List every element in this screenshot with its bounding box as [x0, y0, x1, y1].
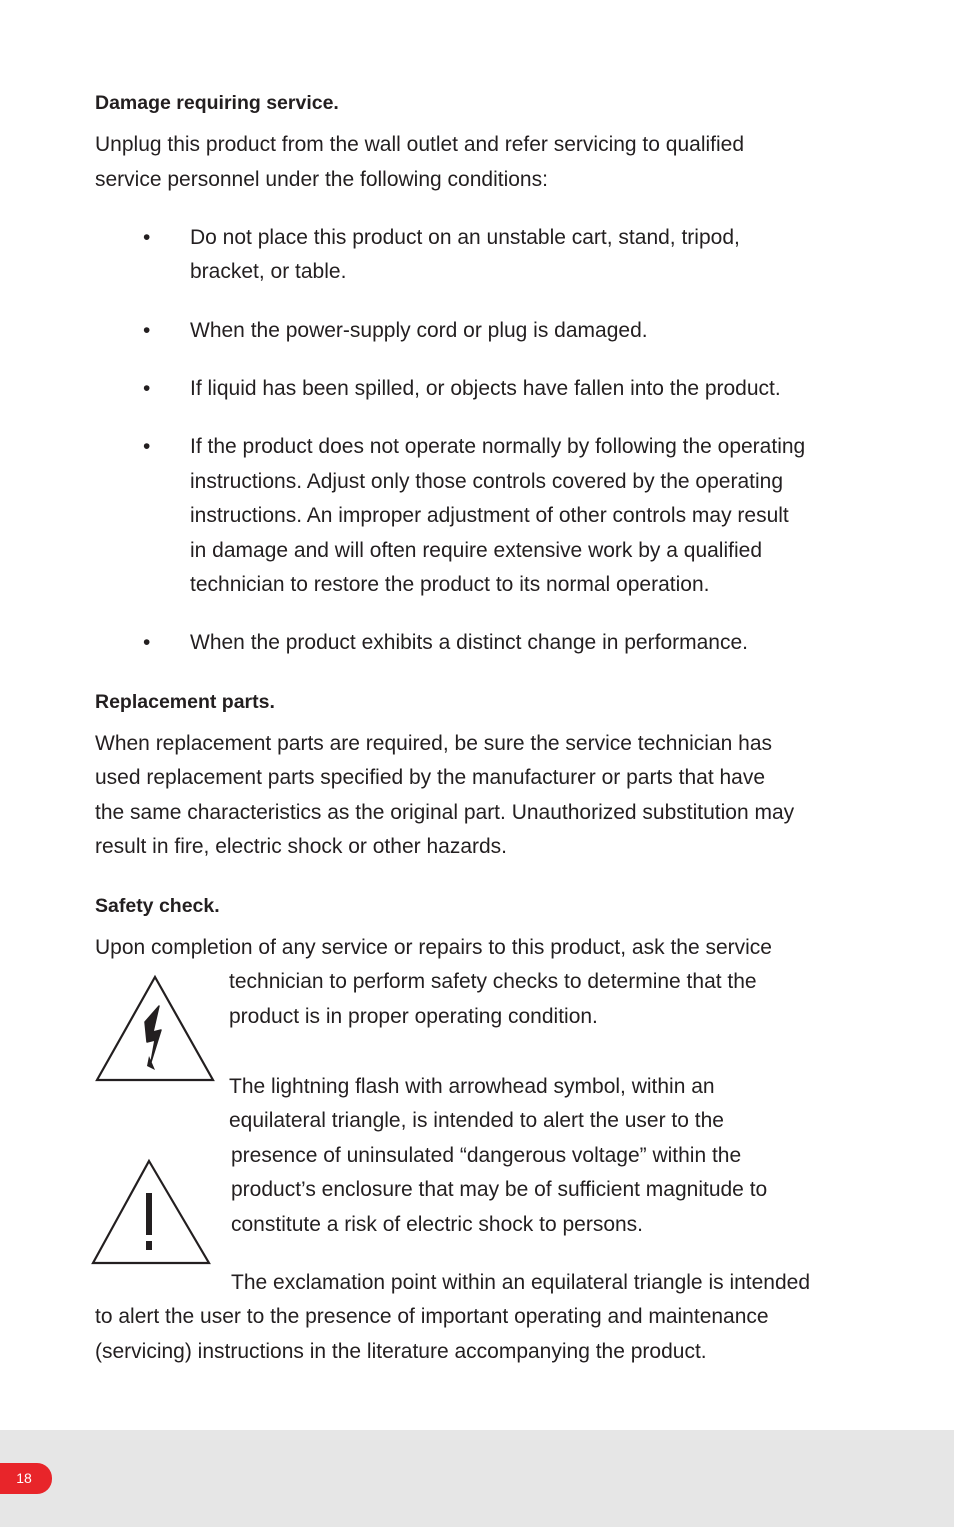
bullet-3-line-1: If liquid has been spilled, or objects have fallen into the product.	[190, 377, 781, 400]
replacement-paragraph-line-4: result in fire, electric shock or other hazards.	[95, 835, 508, 858]
exclamation-description-line-1: The exclamation point within an equilateral triangle is intended	[231, 1271, 811, 1294]
replacement-paragraph-line-2: used replacement parts specified by the manufacturer or parts that have	[95, 766, 766, 789]
bullet-marker: •	[143, 377, 151, 400]
bullet-5-line-1: When the product exhibits a distinct change in performance.	[190, 631, 748, 654]
bullet-marker: •	[143, 319, 151, 342]
page-number-badge: 18	[0, 1463, 52, 1494]
safety-paragraph-line-3: product is in proper operating condition.	[229, 1005, 598, 1028]
bullet-4-line-2: instructions. Adjust only those controls covered by the operating	[190, 470, 784, 493]
bullet-marker: •	[143, 631, 151, 654]
lightning-warning-triangle-icon	[95, 974, 215, 1082]
bullet-4-line-1: If the product does not operate normally by following the operating	[190, 435, 806, 458]
lightning-description-line-4: product’s enclosure that may be of sufficient magnitude to	[231, 1178, 768, 1201]
replacement-paragraph-line-1: When replacement parts are required, be sure the service technician has	[95, 732, 773, 755]
exclamation-description-line-2: to alert the user to the presence of important operating and maintenance	[95, 1305, 769, 1328]
bullet-1-line-2: bracket, or table.	[190, 260, 347, 283]
safety-paragraph-line-2: technician to perform safety checks to determine that the	[229, 970, 757, 993]
lightning-description-line-1: The lightning flash with arrowhead symbol, within an	[229, 1075, 715, 1098]
bullet-marker: •	[143, 435, 151, 458]
page-footer	[0, 1430, 954, 1527]
damage-paragraph-line-1: Unplug this product from the wall outlet and refer servicing to qualified	[95, 133, 745, 156]
safety-paragraph-line-1: Upon completion of any service or repairs to this product, ask the service	[95, 936, 772, 959]
damage-paragraph-line-2: service personnel under the following conditions:	[95, 168, 548, 191]
bullet-4-line-4: in damage and will often require extensive work by a qualified	[190, 539, 762, 562]
heading-replacement-parts: Replacement parts.	[95, 691, 275, 713]
bullet-2-line-1: When the power-supply cord or plug is damaged.	[190, 319, 648, 342]
heading-damage-requiring-service: Damage requiring service.	[95, 92, 339, 114]
lightning-description-line-2: equilateral triangle, is intended to alert the user to the	[229, 1109, 724, 1132]
heading-safety-check: Safety check.	[95, 895, 220, 917]
lightning-description-line-5: constitute a risk of electric shock to persons.	[231, 1213, 644, 1236]
bullet-marker: •	[143, 226, 151, 249]
lightning-description-line-3: presence of uninsulated “dangerous voltage” within the	[231, 1144, 742, 1167]
bullet-4-line-5: technician to restore the product to its normal operation.	[190, 573, 710, 596]
replacement-paragraph-line-3: the same characteristics as the original part. Unauthorized substitution may	[95, 801, 795, 824]
bullet-4-line-3: instructions. An improper adjustment of other controls may result	[190, 504, 789, 527]
exclamation-description-line-3: (servicing) instructions in the literature accompanying the product.	[95, 1340, 707, 1363]
exclamation-warning-triangle-icon	[91, 1159, 211, 1265]
bullet-1-line-1: Do not place this product on an unstable cart, stand, tripod,	[190, 226, 740, 249]
